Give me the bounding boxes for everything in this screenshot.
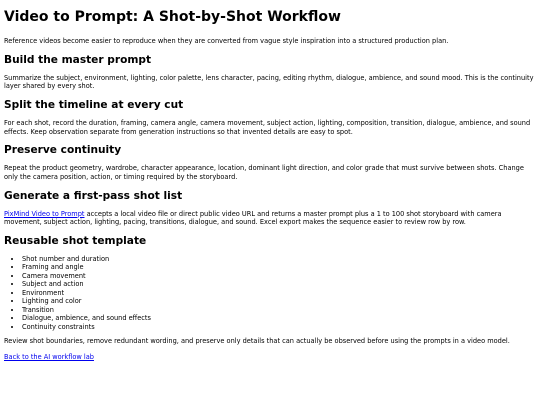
template-heading: Reusable shot template [4,234,147,247]
section-heading-first-pass: Generate a first-pass shot list [4,189,183,202]
section-body-first-pass [4,210,536,227]
closing-paragraph: Review shot boundaries, remove redundant wording, and preserve only details that can actually be observed before using the prompts in a video model. [4,336,510,345]
section-heading-split-timeline: Split the timeline at every cut [4,98,184,111]
list-item: • Shot number and duration [22,255,536,263]
first-pass-description: accepts a local video file or direct public video URL and returns a master prompt plus a 1 to 100 shot storyboard with camera movement, subject action, lighting, pacing, transitions, dialogue, and sound. Excel export makes the sequence easier to review row by row. [4,209,502,227]
section-heading-preserve-continuity: Preserve continuity [4,144,122,157]
list-item: • Dialogue, ambience, and sound effects [22,314,536,322]
back-to-workflow-lab-link[interactable]: Back to the AI workflow lab [4,352,94,361]
list-item: • Framing and angle [22,263,536,271]
back-link-paragraph [4,353,536,362]
list-item: • Camera movement [22,272,536,280]
intro-paragraph: Reference videos become easier to reproduce when they are converted from vague style inspiration into a structured production plan. [4,37,449,46]
pixmind-video-to-prompt-link[interactable]: PixMind Video to Prompt [4,209,85,218]
list-item: • Subject and action [22,280,536,288]
list-item: • Continuity constraints [22,323,536,331]
list-item: • Environment [22,289,536,297]
section-body-preserve-continuity: Repeat the product geometry, wardrobe, character appearance, location, dominant light direction, and color grade that must survive between shots. Change only the camera position, action, or timing required by the storyboard. [4,164,524,181]
section-body-master-prompt: Summarize the subject, environment, lighting, color palette, lens character, pacing, editing rhythm, dialogue, ambience, and sound mood. This is the continuity layer shared by every shot. [4,73,534,91]
list-item: • Lighting and color [22,297,536,305]
section-body-split-timeline: For each shot, record the duration, framing, camera angle, camera movement, subject action, lighting, composition, transition, dialogue, ambience, and sound effects. Keep observation separate from generation instructions so that invented details are easy to spot. [4,119,531,136]
page-title: Video to Prompt: A Shot-by-Shot Workflow [4,9,341,25]
shot-template-list [4,255,536,331]
section-heading-master-prompt: Build the master prompt [4,53,152,66]
list-item: • Transition [22,306,536,314]
